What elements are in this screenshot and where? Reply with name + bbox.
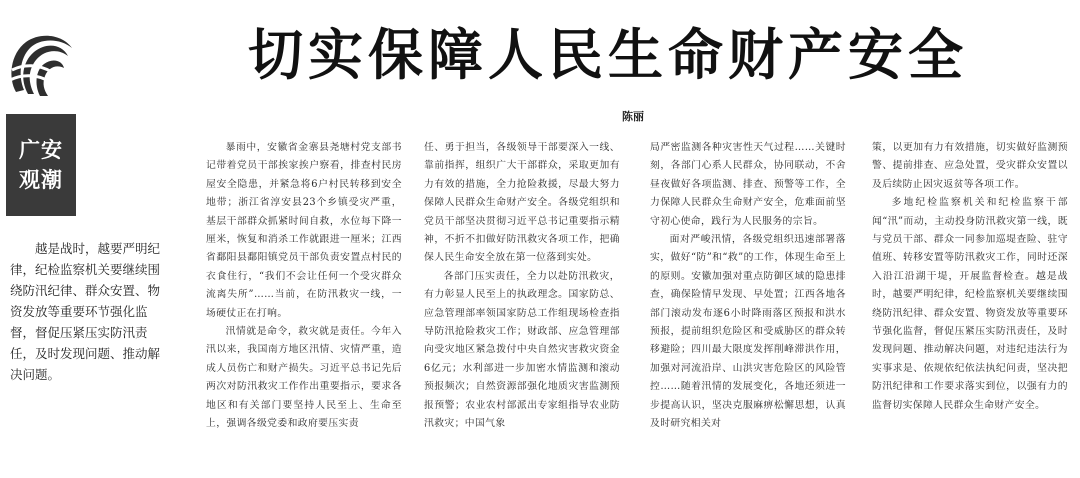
- body-paragraph: 面对严峻汛情，各级党组织迅速部署落实，做好“防”和“救”的工作，体现生命至上的原则。安徽加强对重点防御区域的隐患排查，确保险情早发现、早处置；江西各地各部门滚动发布逐6小时降雨落区预报和洪水预报，提前组织危险区和受威胁区的群众转移避险；四川最大限度发挥削峰滞洪作用，加强对河流沿岸、山洪灾害危险区的风险管控……随着汛情的发展变化，各地还须进一步提高认识，坚决克服麻痹松懈思想，认真及时研究相关对: [650, 234, 846, 430]
- body-paragraph: 局严密监测各种灾害性天气过程……关键时刻，各部门心系人民群众，协同联动，不舍昼夜做好各项监测、排查、预警等工作，全力保障人民群众生命财产安全，危难面前坚守初心使命，践行为人民服务的宗旨。: [650, 142, 846, 227]
- body-column-2: [424, 139, 620, 469]
- body-paragraph: 暴雨中，安徽省金寨县尧塘村党支部书记带着党员干部挨家挨户察看，排查村民房屋安全隐患，并紧急将6户村民转移到安全地带；浙江省淳安县23个乡镇受灾严重，基层干部群众抓紧时间自救，水位每下降一厘米，恢复和消杀工作就跟进一厘米；江西省鄱阳县鄱阳镇党员干部负责安置点村民的衣食住行，“我们不会让任何一个受灾群众流离失所”……当前，在防汛救灾一线，一场硬仗正在打响。: [206, 142, 402, 319]
- author-name: 陈丽: [622, 110, 644, 123]
- body-paragraph: 汛情就是命令，救灾就是责任。今年入汛以来，我国南方地区汛情、灾情严重，造成人员伤亡和财产损失。习近平总书记先后两次对防汛救灾工作作出重要指示，要求各地区和有关部门要坚持人民至上、生命至上，强调各级党委和政府要压实责: [206, 326, 402, 430]
- article-title: 切实保障人民生命财产安全: [248, 22, 969, 87]
- body-column-3: [650, 139, 846, 469]
- body-paragraph: 策，以更加有力有效措施，切实做好监测预警、提前排查、应急处置，受灾群众安置以及后续防止因灾返贫等各项工作。: [872, 142, 1068, 190]
- swirl-logo-icon: [8, 30, 78, 100]
- body-paragraph: 各部门压实责任，全力以赴防汛救灾，有力彰显人民至上的执政理念。国家防总、应急管理部率领国家防总工作组现场检查指导防汛抢险救灾工作；财政部、应急管理部向受灾地区紧急拨付中央自然灾害救灾资金6亿元；水利部进一步加密水情监测和滚动预报频次；自然资源部强化地质灾害监测预报预警；农业农村部派出专家组指导农业防汛救灾；中国气象: [424, 270, 620, 430]
- body-column-1: [206, 139, 402, 469]
- body-column-4: [872, 139, 1068, 469]
- column-badge: [6, 114, 76, 216]
- column-name-line2: 观潮: [19, 168, 63, 192]
- body-paragraph: 多地纪检监察机关和纪检监察干部闻“汛”而动，主动投身防汛救灾第一线，既与党员干部、群众一同参加巡堤查险、驻守值班、转移安置等防汛救灾工作，同时还深入沿江沿湖干堤，开展监督检查。越是战时，越要严明纪律，纪检监察机关要继续围绕防汛纪律、群众安置、物资发放等重要环节强化监督，督促压紧压实防汛责任，及时发现问题、推动解决问题，对违纪违法行为实事求是、依规依纪依法执纪问责，坚决把防汛纪律和工作要求落实到位，以强有力的监督切实保障人民群众生命财产安全。: [872, 197, 1068, 411]
- column-name-line1: 广安: [19, 138, 63, 162]
- lede-summary: 越是战时，越要严明纪律，纪检监察机关要继续围绕防汛纪律、群众安置、物资发放等重要环节强化监督，督促压紧压实防汛责任，及时发现问题、推动解决问题。: [10, 241, 161, 382]
- body-paragraph: 任、勇于担当，各级领导干部要深入一线、靠前指挥，组织广大干部群众，采取更加有力有效的措施，全力抢险救援，尽最大努力保障人民群众生命财产安全。各级党组织和党员干部坚决贯彻习近平总书记重要指示精神，不折不扣做好防汛救灾各项工作，把确保人民生命安全放在第一位落到实处。: [424, 142, 620, 264]
